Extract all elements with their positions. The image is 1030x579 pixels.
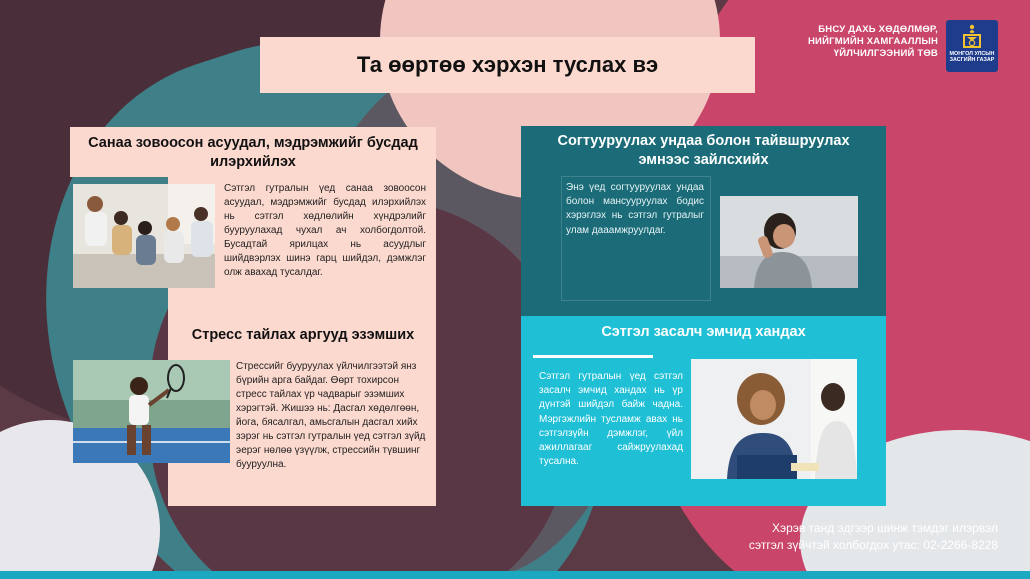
bottom-bar <box>0 571 1030 579</box>
section-title-therapist: Сэтгэл засалч эмчид хандах <box>601 324 806 340</box>
section-title-alcohol: Согтууруулах ундаа болон тайвшруулах эмнээс зайлсхийх <box>557 133 850 168</box>
section-text-therapist: Сэтгэл гутралын үед сэтгэл засалч эмчид хандах нь үр дүнтэй шийдэл байж чадна. Мэргэжлийн тусламж авах нь сэтгэлзүйн дэмжлэг, үйл ажиллагааг сайжруулахад тусална. <box>539 371 683 468</box>
contact-line: Хэрэв танд эдгээр шинж тэмдэг илэрвэл <box>771 521 998 535</box>
divider <box>533 355 653 358</box>
right-bottom-panel <box>521 316 886 506</box>
emblem-text <box>950 51 995 63</box>
government-emblem <box>946 20 998 72</box>
title-box <box>260 37 755 93</box>
section-title-express: Санаа зовоосон асуудал, мэдрэмжийг бусдад илэрхийлэх <box>88 135 418 170</box>
sad-woman-photo <box>720 196 858 288</box>
section-title-stress: Стресс тайлах аргууд эзэмших <box>191 327 415 343</box>
section-text-stress: Стрессийг бууруулах үйлчилгээтэй янз бүрийн арга байдаг. Өөрт тохирсон стресс тайлах үр чадварыг эзэмших хэрэгтэй. Жишээ нь: Дасгал хөдөлгөөн, йога, бясалгал, амьсгалын дасгал хийх зэрэг нь сэтгэл гутралын үед сэтгэл зүйд эерэг нөлөө үзүүлж, стрессийн түвшинг бууруулна. <box>236 361 426 470</box>
emblem-line: МОНГОЛ УЛСЫН <box>949 51 995 57</box>
soyombo-emblem-icon <box>961 24 983 50</box>
therapy-session-photo <box>691 359 857 479</box>
section-text-alcohol: Энэ үед согтууруулах ундаа болон мансууруулах бодис хэрэглэх нь сэтгэл гутралыг улам дааамжруулдаг. <box>566 182 704 236</box>
left-panel <box>70 127 436 506</box>
page-title: Та өөртөө хэрхэн туслах вэ <box>356 52 659 77</box>
org-line: НИЙГМИЙН ХАМГААЛЛЫН <box>808 36 938 47</box>
section-text-express: Сэтгэл гутралын үед санаа зовоосон асуудал, мэдрэмжийг бусдад илэрхийлэх нь сэтгэл хөдлөлийн хүндрэлийг бууруулахад чухал ач холбогдолтой. Бусадтай ярилцах нь асуудлыг шийдвэрлэх шинэ гарц шийдэл, дэмжлэг олж авахад тусалдаг. <box>224 183 426 278</box>
right-top-panel <box>521 126 886 316</box>
emblem-line: ЗАСГИЙН ГАЗАР <box>949 57 995 63</box>
org-line: БНСУ ДАХЬ ХӨДӨЛМӨР, <box>818 24 938 35</box>
contact-info <box>749 520 998 554</box>
contact-phone: сэтгэл зүйчтэй холбогдох утас: 02-2266-8228 <box>748 538 998 552</box>
org-name <box>808 24 938 60</box>
group-therapy-photo <box>73 184 215 288</box>
tennis-player-photo <box>73 360 230 463</box>
org-line: ҮЙЛЧИЛГЭЭНИЙ ТӨВ <box>833 48 938 59</box>
